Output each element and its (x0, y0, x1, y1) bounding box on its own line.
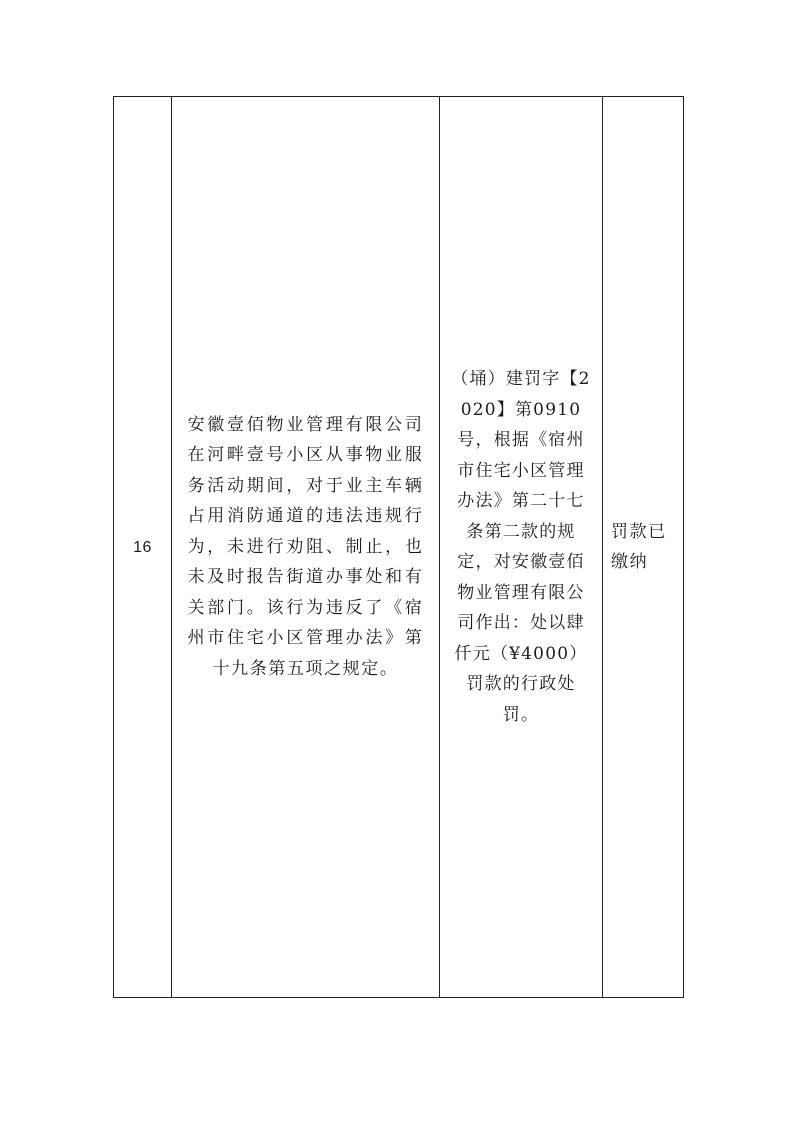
violation-description-cell (172, 97, 440, 998)
record-index: 16 (133, 539, 152, 556)
violation-description: 安徽壹佰物业管理有限公司在河畔壹号小区从事物业服务活动期间，对于业主车辆占用消防通道的违法违规行为，未进行劝阻、制止，也未及时报告街道办事处和有关部门。该行为违反了《宿州市住宅小区管理办法》第十九条第五项之规定。 (187, 414, 424, 679)
table-row (114, 97, 684, 998)
payment-status: 罚款已缴纳 (611, 521, 667, 572)
penalty-basis: （埇）建罚字【2020】第0910号，根据《宿州市住宅小区管理办法》第二十七条第二款的规定，对安徽壹佰物业管理有限公司作出：处以肆仟元（¥4000）罚款的行政处罚。 (451, 369, 591, 725)
index-cell (114, 97, 172, 998)
penalty-record-table (113, 96, 684, 998)
penalty-basis-cell (440, 97, 603, 998)
payment-status-cell (603, 97, 684, 998)
